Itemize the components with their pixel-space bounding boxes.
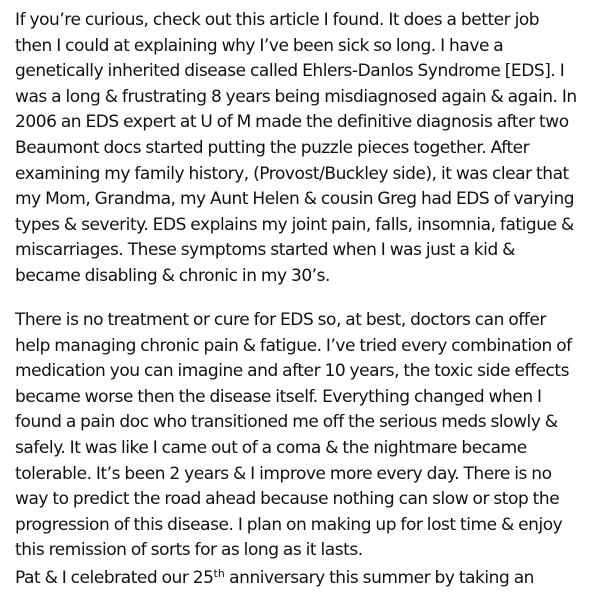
text-segment: anniversary this summer by taking an bbox=[224, 568, 534, 588]
text-segment: Pat & I celebrated our 25 bbox=[15, 568, 214, 588]
text-line: There is no treatment or cure for EDS so, at best, doctors can offer bbox=[15, 310, 546, 330]
text-line: examining my family history, (Provost/Buckley side), it was clear that bbox=[15, 163, 569, 184]
text-line: tolerable. It’s been 2 years & I improve more every day. There is no bbox=[15, 463, 552, 484]
text-line: progression of this disease. I plan on making up for lost time & enjoy bbox=[15, 514, 563, 535]
text-line: help managing chronic pain & fatigue. I’ve tried every combination of bbox=[15, 335, 572, 356]
paragraph-anniversary bbox=[15, 566, 534, 592]
paragraph-eds-diagnosis bbox=[15, 8, 577, 290]
text-line: became worse then the disease itself. Everything changed when I bbox=[15, 386, 542, 407]
text-line: my Mom, Grandma, my Aunt Helen & cousin Greg had EDS of varying bbox=[15, 189, 575, 210]
text-line: genetically inherited disease called Ehlers-Danlos Syndrome [EDS]. I bbox=[15, 61, 565, 82]
text-line bbox=[15, 566, 534, 592]
text-line: was a long & frustrating 8 years being misdiagnosed again & again. In bbox=[15, 86, 577, 107]
text-line: then I could at explaining why I’ve been sick so long. I have a bbox=[15, 35, 504, 56]
text-line: medication you can imagine and after 10 years, the toxic side effects bbox=[15, 361, 570, 382]
ordinal-suffix: th bbox=[213, 567, 225, 580]
paragraph-treatment bbox=[15, 308, 572, 564]
text-line: became disabling & chronic in my 30’s. bbox=[15, 265, 331, 286]
text-line: way to predict the road ahead because nothing can slow or stop the bbox=[15, 489, 560, 510]
text-line: this remission of sorts for as long as it lasts. bbox=[15, 540, 363, 561]
text-line: types & severity. EDS explains my joint pain, falls, insomnia, fatigue & bbox=[15, 214, 574, 235]
text-line: found a pain doc who transitioned me off the serious meds slowly & bbox=[15, 412, 558, 433]
text-line: safely. It was like I came out of a coma & the nightmare became bbox=[15, 437, 527, 458]
text-line: 2006 an EDS expert at U of M made the definitive diagnosis after two bbox=[15, 112, 569, 133]
text-line: Beaumont docs started putting the puzzle pieces together. After bbox=[15, 137, 530, 158]
text-line: miscarriages. These symptoms started when I was just a kid & bbox=[15, 240, 515, 261]
text-line: If you’re curious, check out this article I found. It does a better job bbox=[15, 10, 540, 30]
